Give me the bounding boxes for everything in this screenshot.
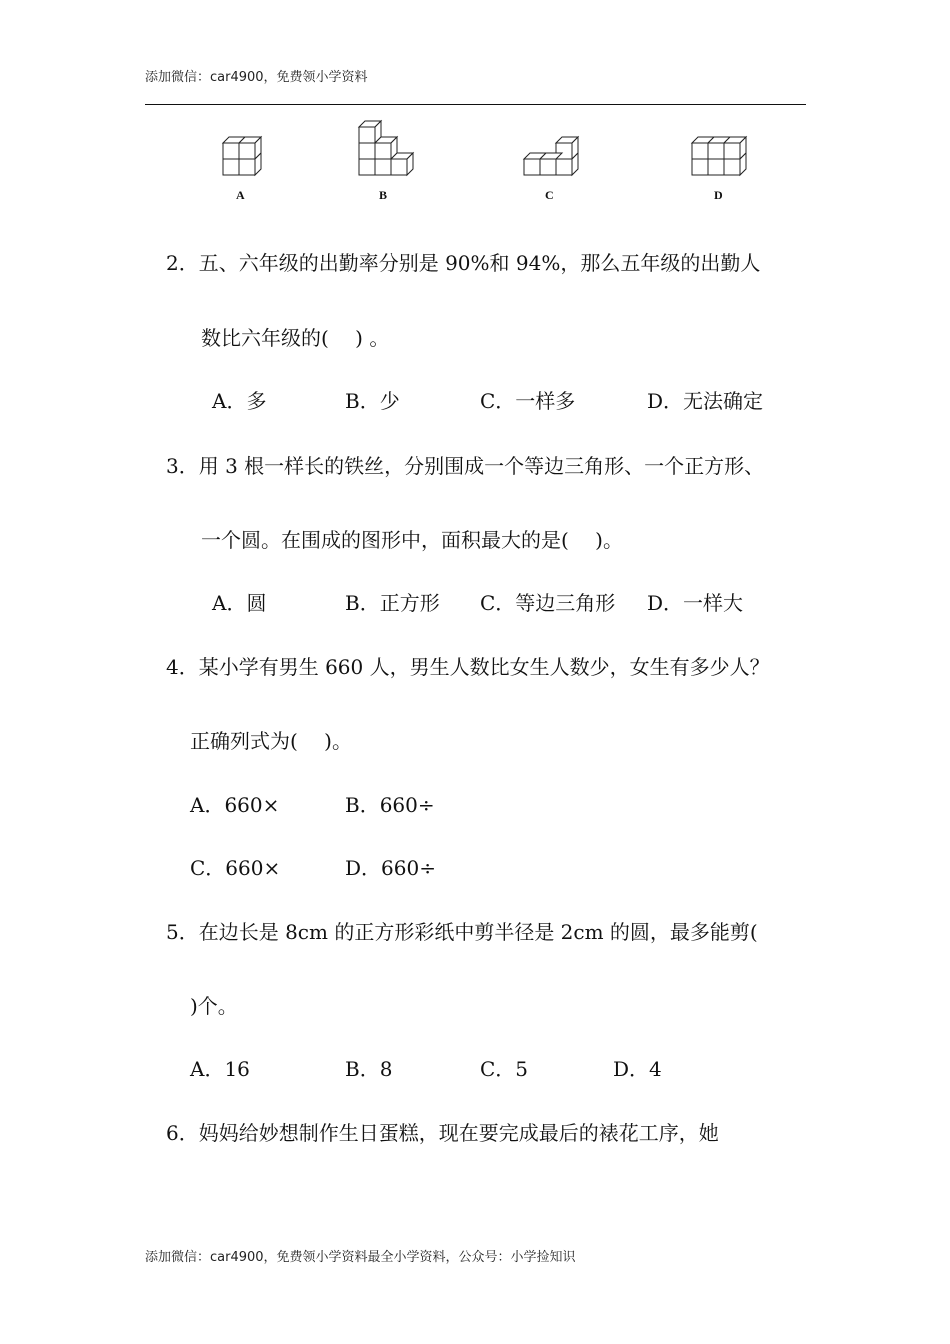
question-2-line-1: 2．五、六年级的出勤率分别是 90%和 94%，那么五年级的出勤人 xyxy=(166,251,761,275)
question-3-option-c: C．等边三角形 xyxy=(480,591,616,615)
question-5-option-b: B．8 xyxy=(345,1057,393,1081)
figure-b-cubes xyxy=(354,118,418,186)
question-5-option-d: D．4 xyxy=(613,1057,662,1081)
question-4-option-c: C．660× xyxy=(190,856,281,880)
question-5-line-1: 5．在边长是 8cm 的正方形彩纸中剪半径是 2cm 的圆，最多能剪( xyxy=(166,920,758,944)
page-header: 添加微信：car4900，免费领小学资料 xyxy=(145,70,368,85)
question-3-line-2: 一个圆。在围成的图形中，面积最大的是( )。 xyxy=(201,528,623,552)
question-2-line-2: 数比六年级的( ) 。 xyxy=(201,326,390,350)
figure-c-label: C xyxy=(545,188,554,202)
figure-a-cubes xyxy=(218,118,268,186)
figure-b-label: B xyxy=(379,188,388,202)
figure-a-label: A xyxy=(236,188,245,202)
cube-figures xyxy=(0,118,950,208)
question-4-line-2: 正确列式为( )。 xyxy=(190,729,352,753)
question-2-option-b: B．少 xyxy=(345,389,400,413)
question-4-option-b: B．660÷ xyxy=(345,793,435,817)
figure-c-cubes xyxy=(519,118,583,186)
question-4-line-1: 4．某小学有男生 660 人，男生人数比女生人数少，女生有多少人？ xyxy=(166,655,770,679)
question-2-option-d: D．无法确定 xyxy=(647,389,764,413)
question-4-option-d: D．660÷ xyxy=(345,856,436,880)
figure-d-cubes xyxy=(687,118,751,186)
question-5-line-2: )个。 xyxy=(190,994,238,1018)
question-4-option-a: A．660× xyxy=(190,793,280,817)
question-5-option-c: C．5 xyxy=(480,1057,529,1081)
question-6-line-1: 6．妈妈给妙想制作生日蛋糕，现在要完成最后的裱花工序，她 xyxy=(166,1121,719,1145)
figure-d-label: D xyxy=(714,188,723,202)
page-footer: 添加微信：car4900，免费领小学资料最全小学资料，公众号：小学捡知识 xyxy=(145,1250,576,1265)
question-3-option-b: B．正方形 xyxy=(345,591,440,615)
question-2-option-a: A．多 xyxy=(212,389,267,413)
header-divider xyxy=(145,104,806,105)
question-3-option-a: A．圆 xyxy=(212,591,267,615)
question-3-line-1: 3．用 3 根一样长的铁丝，分别围成一个等边三角形、一个正方形、 xyxy=(166,454,765,478)
question-3-option-d: D．一样大 xyxy=(647,591,744,615)
question-5-option-a: A．16 xyxy=(190,1057,250,1081)
question-2-option-c: C．一样多 xyxy=(480,389,576,413)
